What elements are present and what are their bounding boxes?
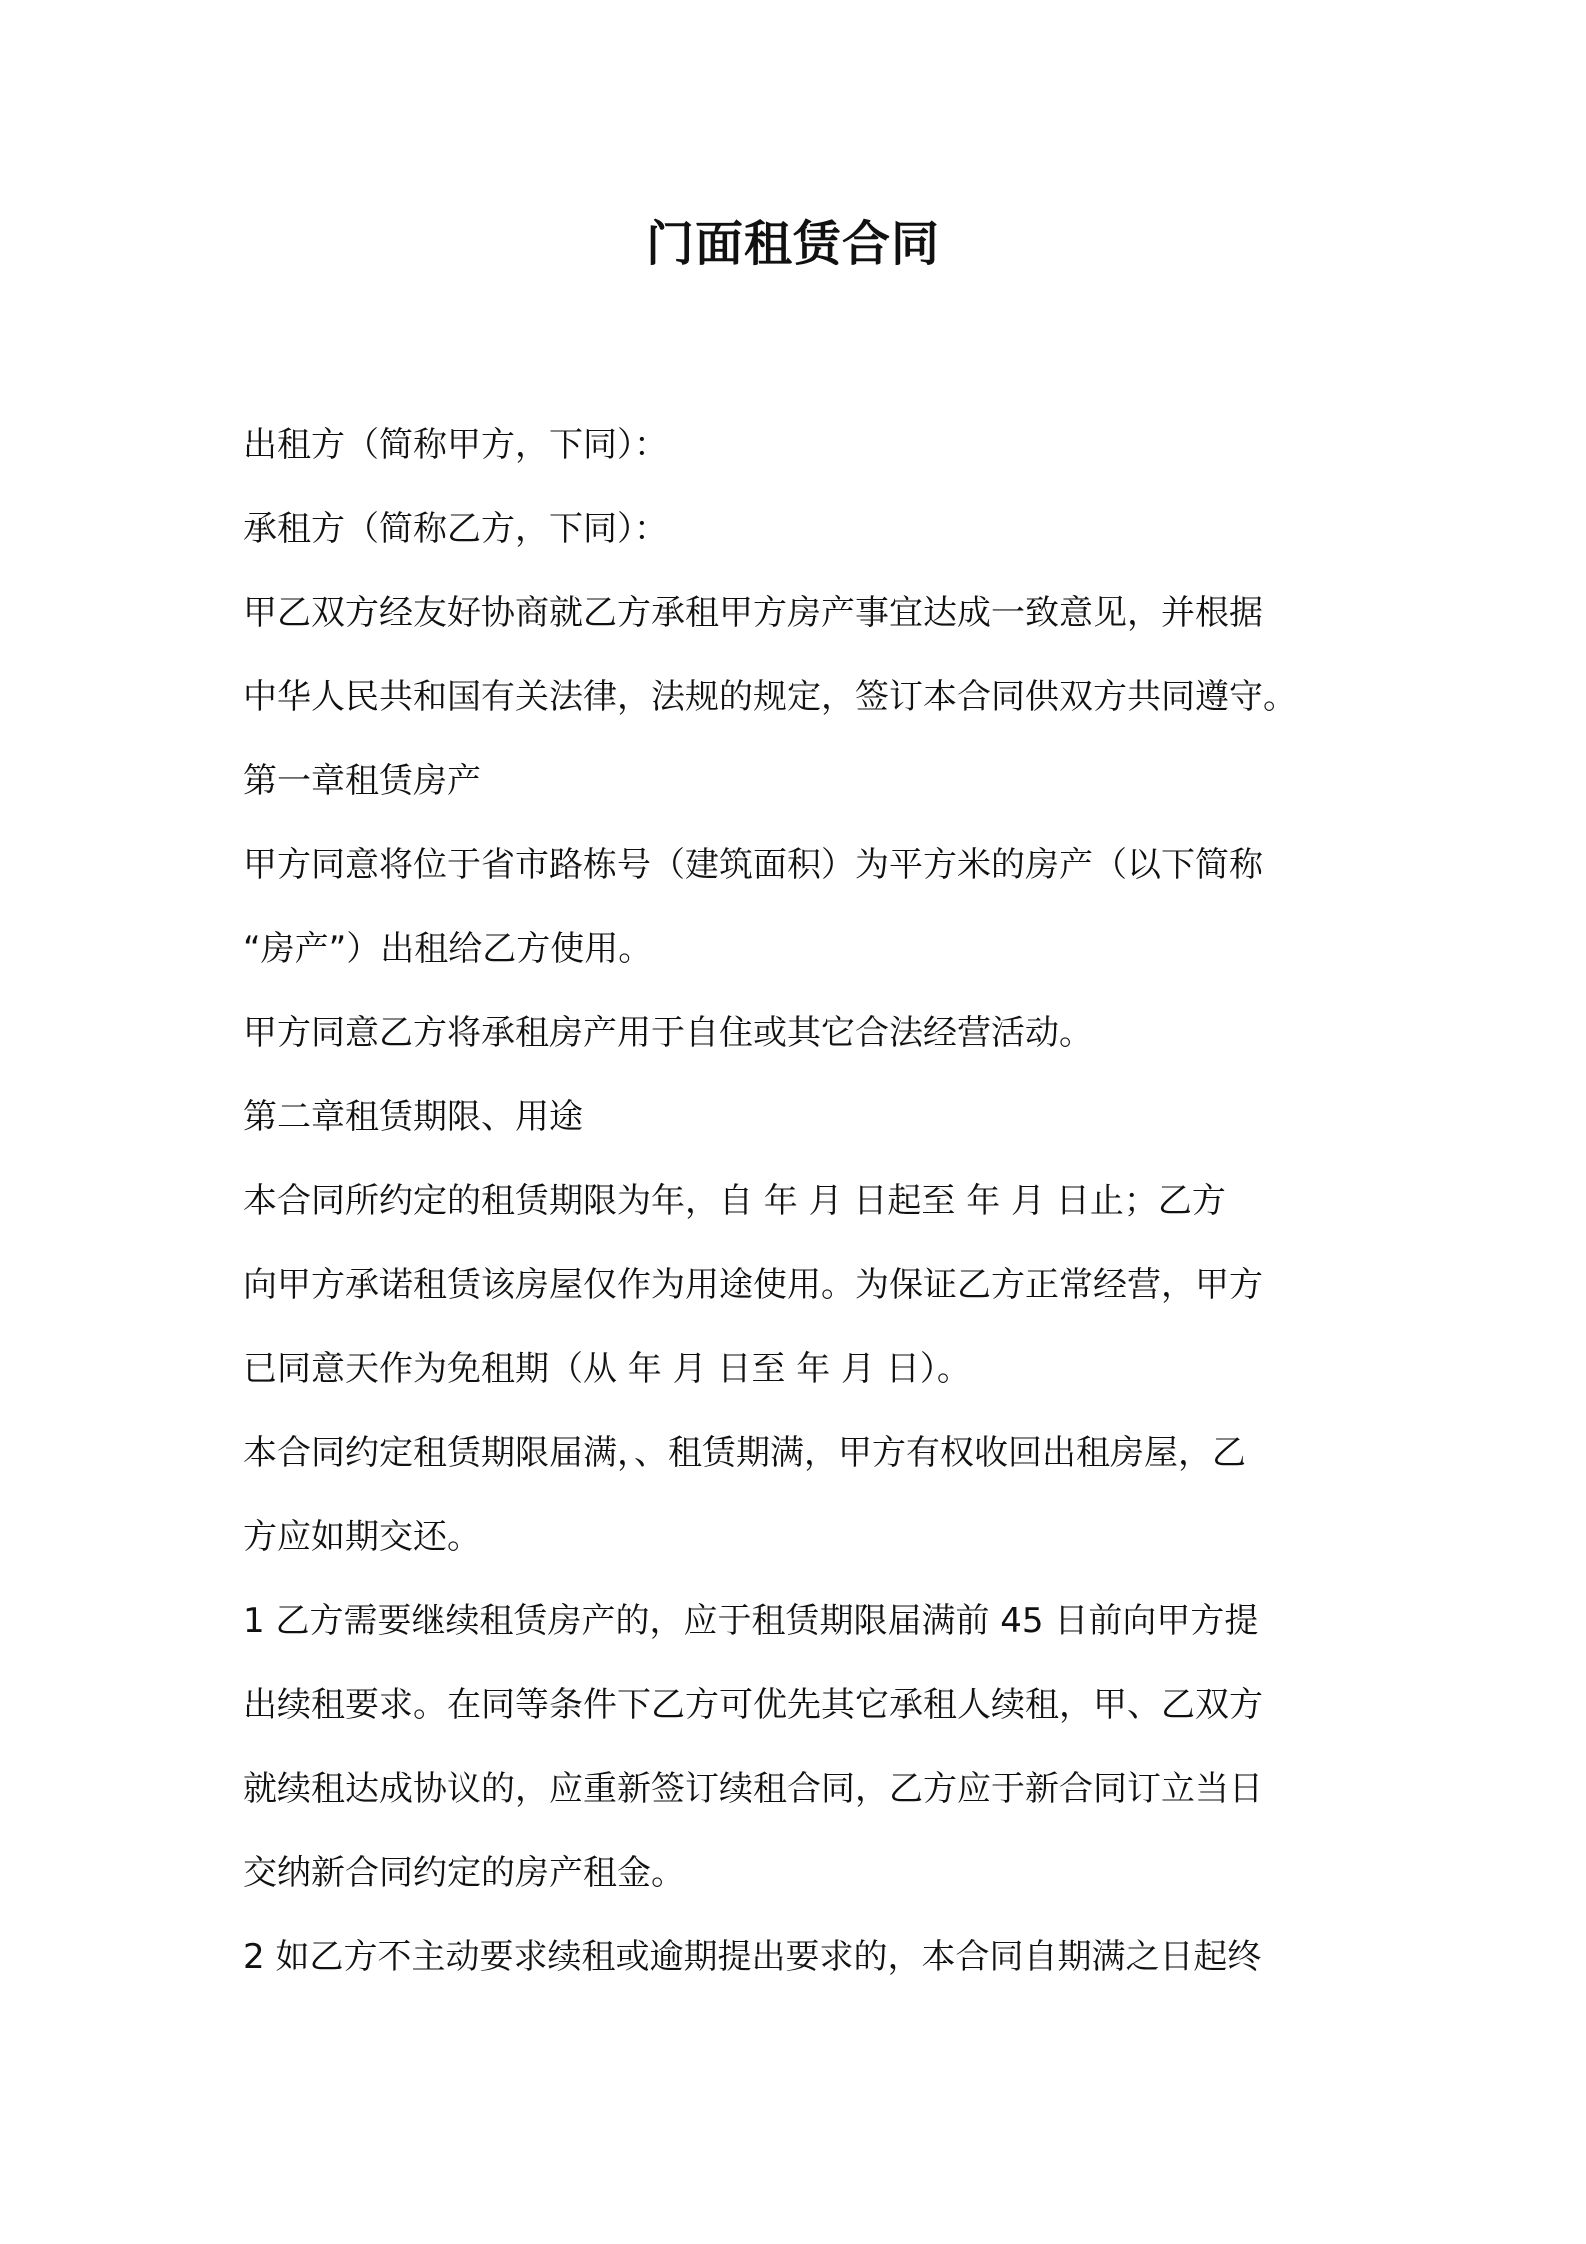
usage-line: 甲方同意乙方将承租房产用于自住或其它合法经营活动。 — [243, 1013, 1093, 1053]
term-line-1: 本合同所约定的租赁期限为年，自 年 月 日起至 年 月 日止；乙方 — [243, 1181, 1226, 1221]
document-body — [243, 403, 1358, 1999]
renewal-line-1: 1 乙方需要继续租赁房产的，应于租赁期限届满前 45 日前向甲方提 — [243, 1601, 1259, 1641]
expiry-line-1: 本合同约定租赁期限届满，、租赁期满，甲方有权收回出租房屋，乙 — [243, 1433, 1246, 1473]
renewal-line-3: 就续租达成协议的，应重新签订续租合同，乙方应于新合同订立当日 — [243, 1769, 1263, 1809]
term-line-3: 已同意天作为免租期（从 年 月 日至 年 月 日）。 — [243, 1349, 971, 1389]
term-line-2: 向甲方承诺租赁该房屋仅作为用途使用。为保证乙方正常经营，甲方 — [243, 1265, 1263, 1305]
property-line-2: “房产”）出租给乙方使用。 — [243, 929, 653, 969]
preamble-line-2: 中华人民共和国有关法律，法规的规定，签订本合同供双方共同遵守。 — [243, 677, 1297, 717]
property-line-1: 甲方同意将位于省市路栋号（建筑面积）为平方米的房产（以下简称 — [243, 845, 1263, 885]
expiry-line-2: 方应如期交还。 — [243, 1517, 481, 1557]
chapter-1-heading: 第一章租赁房产 — [243, 761, 481, 801]
document-title: 门面租赁合同 — [645, 216, 940, 272]
renewal-line-2: 出续租要求。在同等条件下乙方可优先其它承租人续租，甲、乙双方 — [243, 1685, 1263, 1725]
lessor-line: 出租方（简称甲方，下同）： — [243, 425, 668, 465]
lessee-line: 承租方（简称乙方，下同）： — [243, 509, 668, 549]
termination-line-1: 2 如乙方不主动要求续租或逾期提出要求的，本合同自期满之日起终 — [243, 1937, 1262, 1977]
preamble-line-1: 甲乙双方经友好协商就乙方承租甲方房产事宜达成一致意见，并根据 — [243, 593, 1263, 633]
renewal-line-4: 交纳新合同约定的房产租金。 — [243, 1853, 685, 1893]
chapter-2-heading: 第二章租赁期限、用途 — [243, 1097, 583, 1137]
